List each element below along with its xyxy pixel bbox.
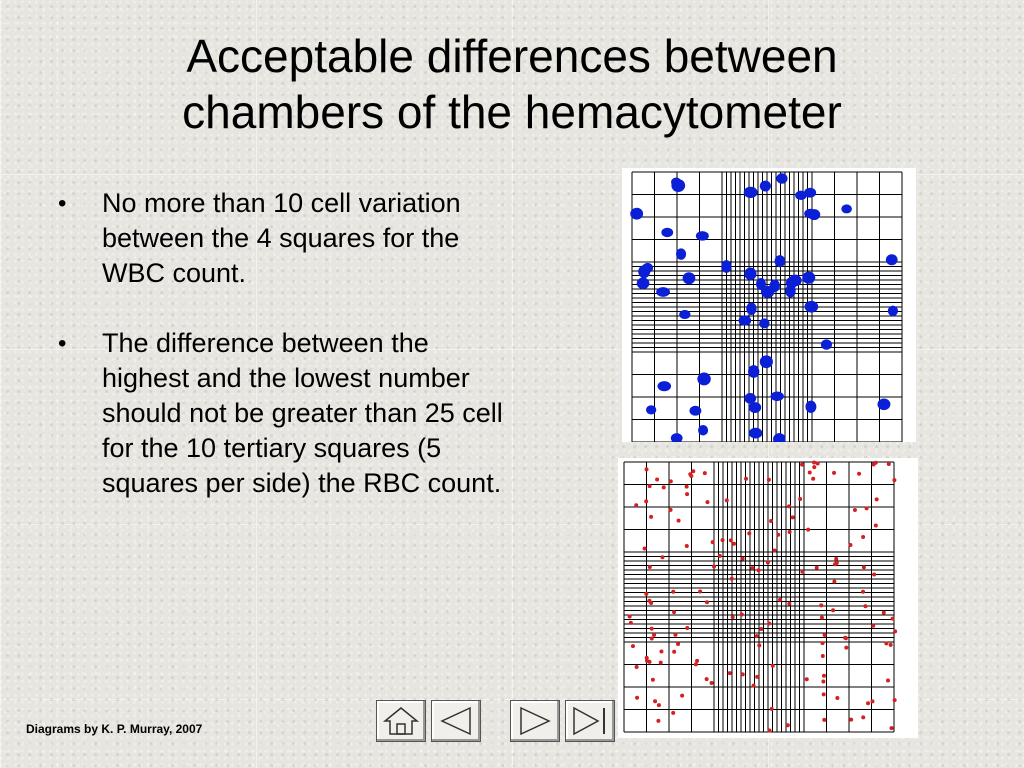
- wbc-cell: [888, 306, 898, 317]
- rbc-cell: [680, 694, 684, 698]
- rbc-cell: [653, 699, 657, 703]
- rbc-cell: [645, 467, 649, 471]
- grid-lines: [624, 462, 894, 732]
- rbc-cell: [634, 503, 638, 507]
- rbc-cell: [730, 577, 734, 581]
- rbc-cell: [821, 654, 825, 658]
- wbc-cell: [697, 373, 710, 386]
- rbc-cell: [677, 519, 681, 523]
- wbc-cell: [683, 272, 696, 284]
- rbc-cell: [798, 497, 802, 501]
- rbc-cell: [676, 642, 680, 646]
- rbc-cell: [892, 478, 896, 482]
- rbc-cell: [861, 590, 865, 594]
- rbc-cell: [874, 524, 878, 528]
- rbc-cell: [631, 644, 635, 648]
- rbc-grid-svg: [618, 458, 918, 738]
- bullet-list: [58, 186, 503, 536]
- bullet-dot: •: [58, 330, 67, 357]
- rbc-cell: [772, 549, 776, 553]
- rbc-cell: [685, 492, 689, 496]
- rbc-cell: [647, 599, 651, 603]
- rbc-cell: [685, 626, 689, 630]
- rbc-cell: [791, 515, 795, 519]
- wbc-cell: [721, 260, 731, 273]
- bullet-text-rbc: The difference between the highest and the lowest number should not be greater than 25 cell for the 10 tertiary squares (5 squares per side) the RBC count.: [102, 328, 503, 498]
- rbc-cell: [669, 508, 673, 512]
- wbc-cell: [749, 428, 763, 439]
- wbc-cell: [759, 318, 769, 328]
- rbc-cell: [757, 643, 761, 647]
- rbc-cell: [671, 711, 675, 715]
- rbc-cell: [649, 515, 653, 519]
- rbc-cell: [871, 624, 875, 628]
- wbc-cell: [805, 301, 819, 313]
- rbc-cell: [669, 479, 673, 483]
- rbc-cell: [882, 611, 886, 615]
- bullet-text-wbc: No more than 10 cell variation between the 4 squares for the WBC count.: [102, 188, 461, 288]
- bullet-item-wbc: [58, 186, 503, 291]
- next-slide-button[interactable]: [510, 700, 560, 742]
- rbc-cell: [870, 699, 874, 703]
- rbc-cell: [816, 462, 820, 466]
- wbc-cell: [805, 401, 816, 413]
- wbc-cell: [821, 339, 832, 349]
- rbc-cell: [685, 485, 689, 489]
- rbc-hemacytometer-diagram: [618, 458, 918, 738]
- rbc-cell: [673, 633, 677, 637]
- rbc-cell: [770, 707, 774, 711]
- rbc-cell: [857, 472, 861, 476]
- rbc-cell: [886, 679, 890, 683]
- rbc-cell: [759, 627, 763, 631]
- rbc-cell: [691, 469, 695, 473]
- rbc-cell: [771, 664, 775, 668]
- rbc-cell: [703, 471, 707, 475]
- rbc-cell: [800, 570, 804, 574]
- rbc-cell: [741, 557, 745, 561]
- rbc-cell: [721, 538, 725, 542]
- rbc-cell: [805, 677, 809, 681]
- rbc-cell: [644, 592, 648, 596]
- rbc-cell: [820, 616, 824, 620]
- wbc-cell: [785, 285, 795, 298]
- rbc-cell: [672, 610, 676, 614]
- wbc-cell: [776, 173, 787, 183]
- rbc-cell: [831, 608, 835, 612]
- wbc-cell: [744, 187, 758, 198]
- rbc-cell: [648, 565, 652, 569]
- rbc-cell: [778, 598, 782, 602]
- rbc-cell: [822, 692, 826, 696]
- wbc-cell: [770, 392, 783, 402]
- wbc-cell: [748, 365, 759, 378]
- rbc-cell: [844, 646, 848, 650]
- wbc-cell: [804, 209, 817, 219]
- rbc-cell: [750, 566, 754, 570]
- rbc-cell: [875, 497, 879, 501]
- wbc-cell: [676, 248, 686, 259]
- rbc-cell: [815, 566, 819, 570]
- rbc-cell: [740, 612, 744, 616]
- wbc-cell: [630, 208, 643, 220]
- rbc-cell: [731, 615, 735, 619]
- rbc-cell: [786, 723, 790, 727]
- rbc-cell: [662, 485, 666, 489]
- rbc-cell: [861, 535, 865, 539]
- rbc-cell: [800, 463, 804, 467]
- slide-title-line2: chambers of the hemacytometer: [182, 86, 842, 138]
- wbc-cell: [638, 265, 650, 278]
- rbc-cell: [819, 603, 823, 607]
- rbc-cell: [884, 641, 888, 645]
- last-slide-button[interactable]: [565, 700, 615, 742]
- rbc-cell: [650, 627, 654, 631]
- rbc-cell: [657, 703, 661, 707]
- diagram-credit: Diagrams by K. P. Murray, 2007: [26, 722, 203, 736]
- rbc-cell: [890, 726, 894, 730]
- rbc-cell: [725, 498, 729, 502]
- rbc-cell: [648, 484, 652, 488]
- rbc-cell: [757, 568, 761, 572]
- rbc-cell: [711, 540, 715, 544]
- rbc-cell: [844, 636, 848, 640]
- rbc-cell: [865, 506, 869, 510]
- rbc-cell: [766, 560, 770, 564]
- rbc-cell: [728, 671, 732, 675]
- rbc-cell: [861, 715, 865, 719]
- rbc-cell: [741, 672, 745, 676]
- rbc-cell: [862, 565, 866, 569]
- rbc-cell: [832, 580, 836, 584]
- rbc-cell: [787, 602, 791, 606]
- wbc-cell: [698, 425, 708, 435]
- rbc-cell: [660, 555, 664, 559]
- rbc-cell: [874, 461, 878, 465]
- wbc-cell: [802, 272, 815, 284]
- rbc-cell: [672, 650, 676, 654]
- rbc-cell: [767, 621, 771, 625]
- rbc-cell: [822, 718, 826, 722]
- rbc-cell: [705, 500, 709, 504]
- rbc-cell: [698, 589, 702, 593]
- home-icon: [381, 705, 421, 737]
- rbc-cell: [821, 680, 825, 684]
- rbc-cell: [695, 659, 699, 663]
- wbc-cell: [877, 399, 890, 411]
- rbc-cell: [718, 554, 722, 558]
- rbc-cell: [769, 519, 773, 523]
- rbc-cell: [671, 590, 675, 594]
- rbc-cell: [635, 665, 639, 669]
- wbc-cell: [749, 402, 761, 413]
- rbc-cell: [644, 499, 648, 503]
- rbc-cell: [812, 465, 816, 469]
- rbc-cell: [848, 543, 852, 547]
- cells: [630, 173, 898, 442]
- bullet-item-rbc: [58, 326, 503, 501]
- wbc-cell: [761, 286, 775, 298]
- rbc-cell: [767, 478, 771, 482]
- next-triangle-icon: [515, 705, 555, 737]
- previous-triangle-icon: [436, 705, 476, 737]
- bullet-dot: •: [58, 190, 67, 217]
- rbc-cell: [659, 650, 663, 654]
- rbc-cell: [755, 675, 759, 679]
- wbc-hemacytometer-diagram: [622, 168, 916, 442]
- wbc-cell: [646, 405, 656, 414]
- grid-lines: [632, 172, 902, 442]
- rbc-cell: [659, 661, 663, 665]
- rbc-cell: [863, 604, 867, 608]
- rbc-cell: [744, 477, 748, 481]
- wbc-cell: [696, 231, 709, 241]
- rbc-cell: [767, 729, 771, 733]
- rbc-cell: [645, 659, 649, 663]
- wbc-grid-svg: [622, 168, 916, 442]
- rbc-cell: [822, 674, 826, 678]
- rbc-cell: [710, 681, 714, 685]
- rbc-cell: [866, 701, 870, 705]
- rbc-cell: [823, 633, 827, 637]
- wbc-cell: [746, 302, 756, 315]
- rbc-cell: [889, 643, 893, 647]
- wbc-cell: [789, 275, 802, 287]
- wbc-cell: [671, 433, 683, 442]
- previous-slide-button[interactable]: [431, 700, 481, 742]
- rbc-cell: [712, 565, 716, 569]
- rbc-cell: [705, 600, 709, 604]
- wbc-cell: [739, 316, 752, 326]
- rbc-cell: [812, 460, 816, 464]
- rbc-cell: [821, 641, 825, 645]
- rbc-cell: [893, 629, 897, 633]
- rbc-cell: [776, 533, 780, 537]
- wbc-cell: [775, 255, 786, 267]
- wbc-cell: [760, 181, 771, 192]
- rbc-cell: [887, 462, 891, 466]
- rbc-cell: [835, 696, 839, 700]
- rbc-cell: [732, 542, 736, 546]
- rbc-cell: [834, 557, 838, 561]
- rbc-cell: [872, 572, 876, 576]
- wbc-cell: [656, 287, 670, 297]
- cells: [628, 460, 898, 732]
- rbc-cell: [656, 719, 660, 723]
- rbc-cell: [788, 530, 792, 534]
- rbc-cell: [849, 718, 853, 722]
- rbc-cell: [652, 633, 656, 637]
- rbc-cell: [806, 528, 810, 532]
- wbc-cell: [679, 310, 690, 319]
- rbc-cell: [729, 538, 733, 542]
- wbc-cell: [886, 254, 898, 265]
- rbc-cell: [808, 471, 812, 475]
- wbc-cell: [841, 204, 852, 213]
- slide-title: [40, 28, 984, 140]
- wbc-cell: [657, 381, 671, 391]
- rbc-cell: [650, 636, 654, 640]
- rbc-cell: [629, 621, 633, 625]
- wbc-cell: [760, 355, 773, 368]
- wbc-cell: [661, 228, 673, 237]
- wbc-cell: [744, 268, 756, 281]
- wbc-cell: [671, 178, 681, 187]
- rbc-cell: [755, 634, 759, 638]
- rbc-cell: [705, 677, 709, 681]
- wbc-cell: [773, 433, 786, 442]
- end-icon: [570, 705, 610, 737]
- rbc-cell: [752, 684, 756, 688]
- rbc-cell: [747, 531, 751, 535]
- rbc-cell: [651, 678, 655, 682]
- rbc-cell: [655, 477, 659, 481]
- rbc-cell: [832, 471, 836, 475]
- rbc-cell: [853, 508, 857, 512]
- rbc-cell: [685, 544, 689, 548]
- rbc-cell: [643, 547, 647, 551]
- rbc-cell: [694, 662, 698, 666]
- rbc-cell: [688, 472, 692, 476]
- rbc-cell: [893, 698, 897, 702]
- wbc-cell: [689, 406, 701, 416]
- wbc-cell: [795, 191, 807, 200]
- wbc-cell: [637, 278, 650, 290]
- rbc-cell: [891, 617, 895, 621]
- slide-title-line1: Acceptable differences between: [186, 30, 838, 82]
- rbc-cell: [628, 615, 632, 619]
- rbc-cell: [787, 504, 791, 508]
- rbc-cell: [811, 477, 815, 481]
- home-button[interactable]: [376, 700, 426, 742]
- rbc-cell: [835, 561, 839, 565]
- rbc-cell: [635, 696, 639, 700]
